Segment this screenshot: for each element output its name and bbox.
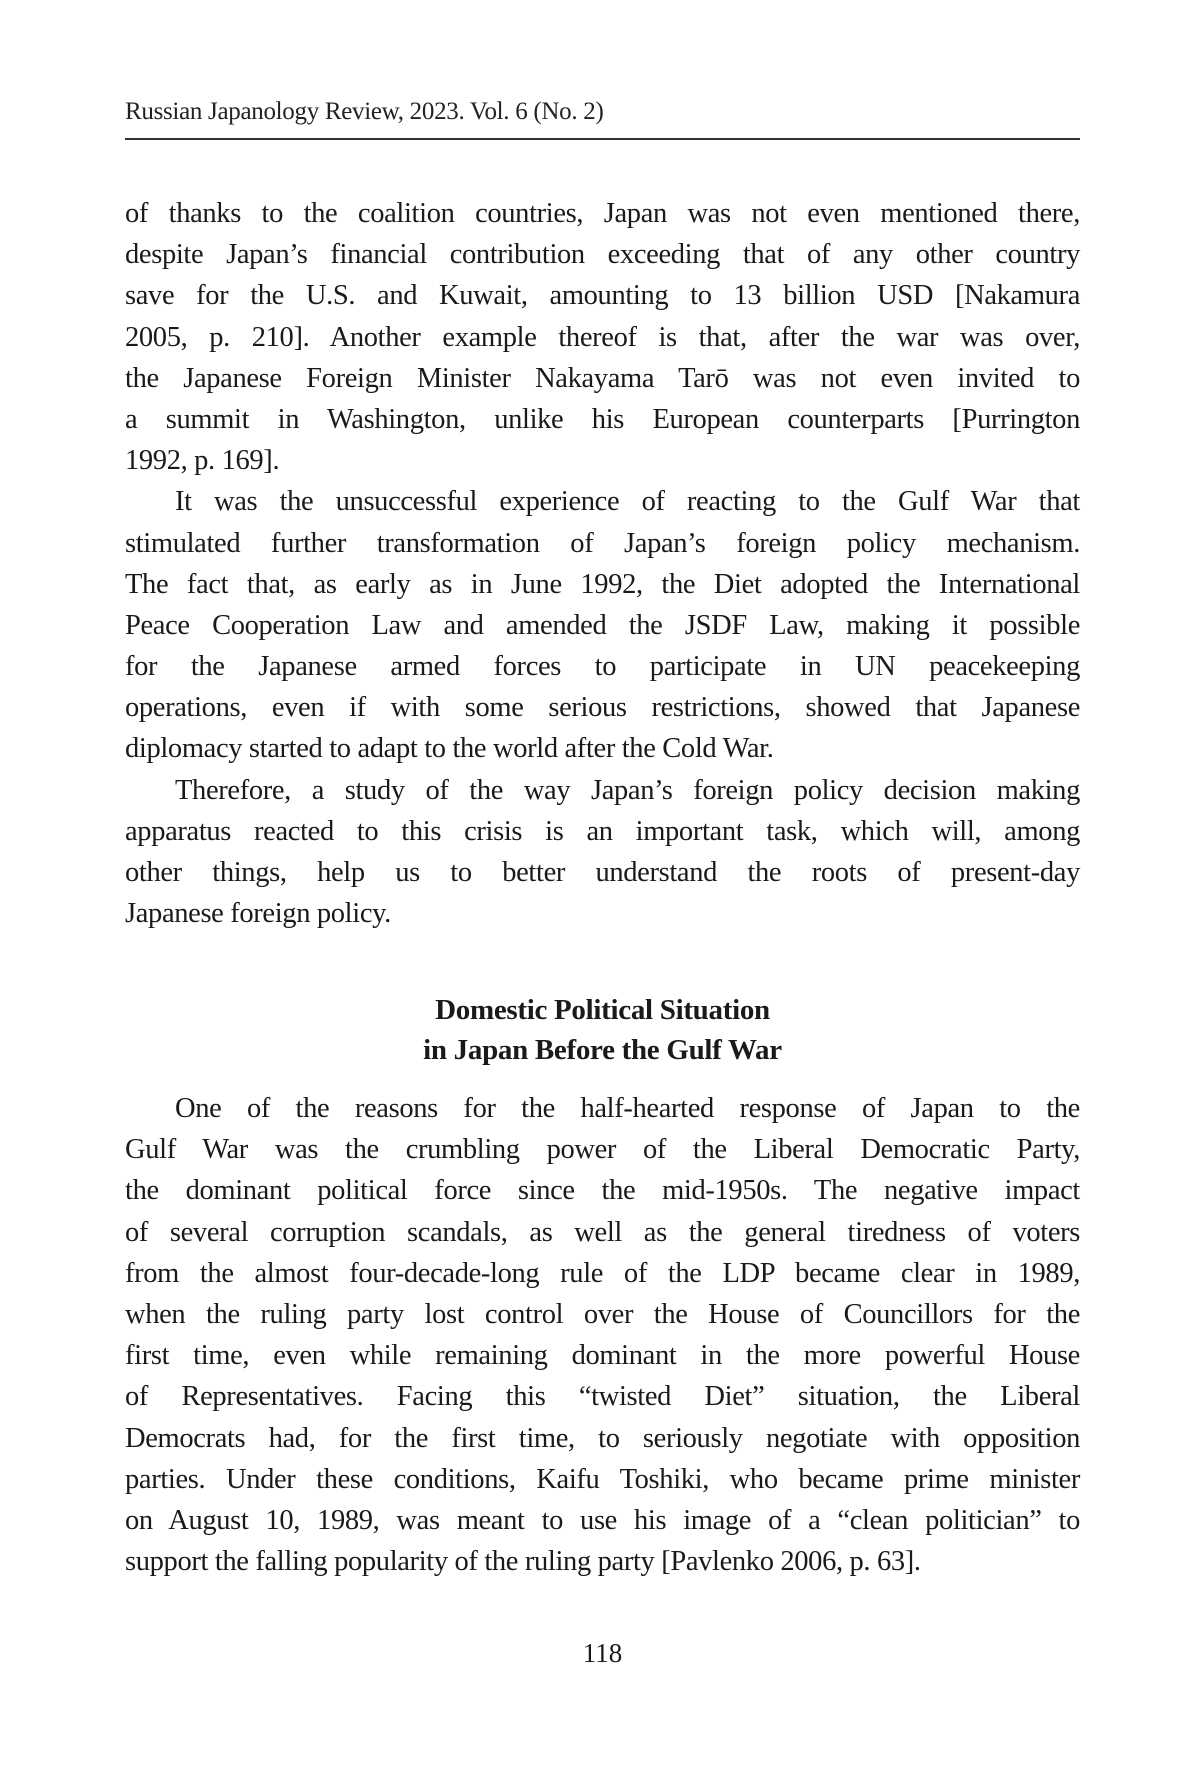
paragraph bbox=[125, 770, 1080, 935]
text-line: Therefore, a study of the way Japan’s foreign policy decision making bbox=[175, 774, 1080, 806]
text-line: despite Japan’s financial contribution exceeding that of any other country bbox=[125, 239, 1080, 271]
text-line: It was the unsuccessful experience of reacting to the Gulf War that bbox=[175, 486, 1080, 518]
text-line: Democrats had, for the first time, to seriously negotiate with opposition bbox=[125, 1422, 1080, 1454]
text-line: apparatus reacted to this crisis is an important task, which will, among bbox=[125, 815, 1080, 847]
text-line: diplomacy started to adapt to the world after the Cold War. bbox=[125, 733, 774, 765]
text-line: parties. Under these conditions, Kaifu Toshiki, who became prime minister bbox=[125, 1463, 1080, 1495]
text-line: on August 10, 1989, was meant to use his image of a “clean politician” to bbox=[125, 1504, 1080, 1536]
text-line: Japanese foreign policy. bbox=[125, 898, 391, 930]
header-rule bbox=[125, 138, 1080, 140]
section-heading bbox=[125, 990, 1080, 1070]
text-line: operations, even if with some serious restrictions, showed that Japanese bbox=[125, 692, 1080, 724]
text-line: of thanks to the coalition countries, Japan was not even mentioned there, bbox=[125, 198, 1080, 229]
text-line: the Japanese Foreign Minister Nakayama Tarō was not even invited to bbox=[125, 362, 1080, 394]
text-line: of Representatives. Facing this “twisted Diet” situation, the Liberal bbox=[125, 1381, 1080, 1413]
text-line: support the falling popularity of the ruling party [Pavlenko 2006, p. 63]. bbox=[125, 1546, 921, 1578]
section-body bbox=[125, 1088, 1080, 1582]
page-number: 118 bbox=[582, 1638, 623, 1668]
text-line: save for the U.S. and Kuwait, amounting to 13 billion USD [Nakamura bbox=[125, 280, 1080, 312]
section-heading-line: in Japan Before the Gulf War bbox=[423, 1034, 782, 1066]
text-line: stimulated further transformation of Japan’s foreign policy mechanism. bbox=[125, 527, 1080, 559]
text-line: when the ruling party lost control over the House of Councillors for the bbox=[125, 1298, 1080, 1330]
text-line: 1992, p. 169]. bbox=[125, 445, 280, 477]
paragraph bbox=[125, 1088, 1080, 1582]
text-line: from the almost four-decade-long rule of the LDP became clear in 1989, bbox=[125, 1257, 1080, 1289]
text-line: the dominant political force since the mid-1950s. The negative impact bbox=[125, 1175, 1080, 1207]
text-line: 2005, p. 210]. Another example thereof is that, after the war was over, bbox=[125, 321, 1080, 353]
body-text-intro bbox=[125, 193, 1080, 934]
text-line: Gulf War was the crumbling power of the Liberal Democratic Party, bbox=[125, 1134, 1080, 1166]
text-line: of several corruption scandals, as well as the general tiredness of voters bbox=[125, 1216, 1080, 1248]
text-line: for the Japanese armed forces to participate in UN peacekeeping bbox=[125, 651, 1080, 683]
text-line: first time, even while remaining dominant in the more powerful House bbox=[125, 1340, 1080, 1372]
paragraph bbox=[125, 481, 1080, 769]
text-line: Peace Cooperation Law and amended the JSDF Law, making it possible bbox=[125, 609, 1080, 641]
text-line: One of the reasons for the half-hearted response of Japan to the bbox=[175, 1093, 1080, 1124]
text-line: other things, help us to better understand the roots of present-day bbox=[125, 857, 1080, 888]
paragraph bbox=[125, 193, 1080, 481]
running-head: Russian Japanology Review, 2023. Vol. 6 (No. 2) bbox=[125, 98, 604, 125]
text-line: The fact that, as early as in June 1992, the Diet adopted the International bbox=[125, 568, 1080, 600]
section-heading-line: Domestic Political Situation bbox=[435, 994, 770, 1026]
text-line: a summit in Washington, unlike his European counterparts [Purrington bbox=[125, 403, 1080, 435]
